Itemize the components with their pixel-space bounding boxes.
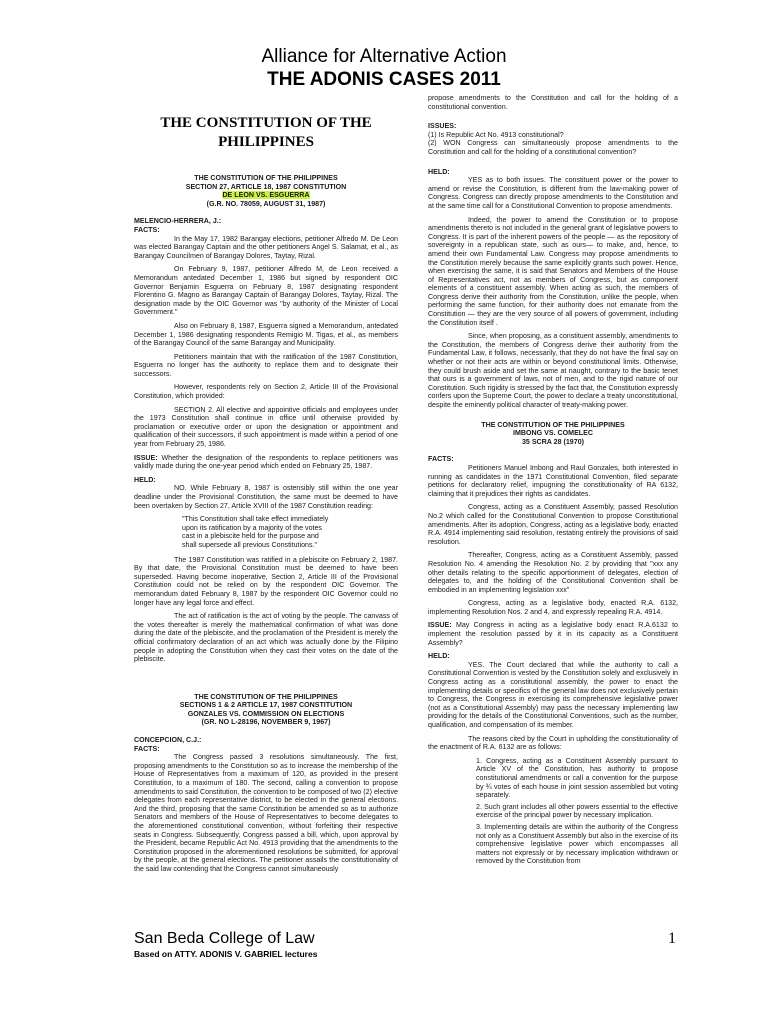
reason-item: 3. Implementing details are within the authority of the Congress not only as a Constituent Assembly but also in the exercise of its comprehensive legislative power which encompasses all matters not expressly or by necessary implication withdrawn or removed by the Constitution from — [476, 822, 678, 866]
section-title: THE CONSTITUTION OF THE PHILIPPINES — [160, 115, 372, 150]
right-column — [428, 94, 678, 869]
continued-paragraph: propose amendments to the Constitution and call for the holding of a constitutional convention. — [428, 94, 678, 111]
issue-item: (2) WON Congress can simultaneously propose amendments to the Constitution and call for the holding of a constitutional convention? — [428, 139, 678, 156]
held-paragraph: The reasons cited by the Court in upholding the constitutionality of the enactment of R.A. 6132 are as follows: — [428, 734, 678, 752]
facts-paragraph: Congress, acting as a legislative body, enacted R.A. 6132, implementing Resolution Nos. 2 and 4, and expressly repealing R.A. 4914. — [428, 599, 678, 616]
reason-item: 2. Such grant includes all other powers essential to the effective exercise of the principal power by necessary implication. — [476, 802, 678, 820]
issue-paragraph — [134, 454, 398, 471]
held-paragraph: The act of ratification is the act of voting by the people. The canvass of the votes thereafter is merely the mathematical confirmation of what was done during the date of the plebiscite, and the proclamation of the President is merely the official confirmatory declaration of an act which was actually done by the Filipino people in adopting the Constitution when they cast their votes on the date of the plebiscite. — [134, 612, 398, 664]
facts-paragraph: Petitioners maintain that with the ratification of the 1987 Constitution, Esguerra no longer has the authority to replace them and to designate their successors. — [134, 352, 398, 378]
facts-paragraph: In the May 17, 1982 Barangay elections, petitioner Alfredo M. De Leon was elected Barangay Captain and the other petitioners Angel S. Salamat, et al., as Barangay Councilmen of Barangay Dolores, Taytay, Rizal. — [134, 234, 398, 260]
held-paragraph: Since, when proposing, as a constituent assembly, amendments to the Constitution, the members of Congress derive their authority from the Fundamental Law, it follows, necessarily, that they do not have the final say on whether or not their acts are within or beyond constitutional limits. Otherwise, they could brush aside and set the same at naught, contrary to the basic tenet that ours is a government of laws, not of men, and to the rigid nature of our Constitution. Such rigidity is stressed by the fact that, the Constitution expressly confers upon the Supreme Court, the power to declare a treaty unconstitutional, despite the eminently political character of treaty-making power. — [428, 332, 679, 409]
case-heading-line: THE CONSTITUTION OF THE PHILIPPINES — [481, 420, 625, 429]
held-paragraph: NO. While February 8, 1987 is ostensibly still within the one year deadline under the Provisional Constitution, the same must be deemed to have been overtaken by Section 27, Article XVIII of the 1987 Constitution reading: — [134, 484, 398, 510]
reason-item: 1. Congress, acting as a Constituent Assembly pursuant to Article XV of the Constitution, has authority to propose constitutional amendments or call a convention for the purpose by ¾ votes of each house in joint session assembled but voting separately. — [476, 756, 678, 800]
issue-text: Whether the designation of the respondents to replace petitioners was validly made during the one-year period which ended on February 25, 1987. — [134, 453, 398, 471]
case-heading-line: IMBONG VS. COMELEC — [512, 429, 593, 438]
issue-item: (1) Is Republic Act No. 4913 constitutional? — [428, 130, 564, 139]
case-heading-line: THE CONSTITUTION OF THE PHILIPPINES — [194, 692, 338, 701]
held-paragraph: The 1987 Constitution was ratified in a plebiscite on February 2, 1987. By that date, the Provisional Constitution must be deemed to have been superseded. Having become inoperative, Section 2, Article III of the Provisional Constitution could not be relied on by the respondent OIC Governor. The memorandum dated February 8, 1987 by the respondent OIC Governor could no longer have any legal force and effect. — [134, 555, 398, 607]
constitution-quote: "This Constitution shall take effect immediately upon its ratification by a majority of the votes cast in a plebiscite held for the purpose and shall supersede all previous Constitutions." — [182, 515, 329, 549]
facts-paragraph: Petitioners Manuel Imbong and Raul Gonzales, both interested in running as candidates in the 1971 Constitutional Convention, filed separate petitions for declaratory relief, impugning the constitutionality of RA 6132, claiming that it prejudices their rights as candidates. — [428, 463, 678, 498]
case-heading-line: GONZALES VS. COMMISSION ON ELECTIONS — [187, 709, 345, 718]
held-paragraph: YES as to both issues. The constituent power or the power to amend or revise the Constitution, is different from the law-making power of Congress. Congress can directly propose amendments to the Constitution and at the same time call for a Constitutional Convention to propose amendments. — [428, 176, 678, 210]
page-number: 1 — [668, 930, 676, 947]
held-label: HELD: — [428, 652, 450, 661]
header-org: Alliance for Alternative Action — [261, 46, 507, 67]
facts-label: FACTS: — [428, 455, 454, 464]
case-heading-imbong — [428, 421, 678, 447]
case-heading-gonzales — [134, 693, 398, 727]
justice-name: CONCEPCION, C.J.: — [134, 736, 202, 745]
issue-text: May Congress in acting as a legislative body enact R.A.6132 to implement the resolution passed by it in its capacity as a Constituent Assembly? — [428, 621, 678, 647]
facts-paragraph: Congress, acting as a Constituent Assembly, passed Resolution No.2 which called for the Constitutional Convention to propose Constitutional amendments. After its adoption, Congress, acting as a legislative body, enacted R.A. 4914 implementing said resolution, restating entirely the provisions of said resolution. — [428, 503, 678, 546]
issue-paragraph — [428, 621, 678, 647]
footer-lecturer: Based on ATTY. ADONIS V. GABRIEL lectures — [134, 949, 318, 959]
held-label: HELD: — [428, 167, 450, 176]
case-heading-line: THE CONSTITUTION OF THE PHILIPPINES — [194, 174, 338, 182]
case-heading-line: SECTIONS 1 & 2 ARTICLE 17, 1987 CONSTITUTION — [179, 701, 353, 710]
justice-name: MELENCIO-HERRERA, J.: — [134, 217, 222, 226]
case-heading-line: (G.R. NO. 78059, AUGUST 31, 1987) — [206, 199, 326, 208]
held-paragraph: Indeed, the power to amend the Constitution or to propose amendments thereto is not included in the general grant of legislative powers to Congress. It is part of the inherent powers of the people — as the repository of sovereignty in a republican state, such as ours— to make, and, hence, to amend their own Fundamental Law. Congress may propose amendments to the Constitution merely because the same explicitly grants such power. Hence, when exercising the same, it is said that Senators and Members of the House of Representatives act, not as members of Congress, but as component elements of a constituent assembly. When acting as such, the members of Congress derive their authority from the Constitution, unlike the people, when performing the same function, for their authority does not emanate from the Constitution — they are the very source of all powers of government, including the Constitution itself . — [428, 215, 678, 327]
facts-paragraph: The Congress passed 3 resolutions simultaneously. The first, proposing amendments to the Constitution so as to increase the membership of the House of Representatives from a maximum of 120, as provided in the present Constitution, to a maximum of 180. The second, calling a convention to propose amendments to said Constitution, the convention to be composed of two (2) elective delegates from each representative district, to be elected in the general elections. And the third, proposing that the same Constitution be amended so as to authorize Senators and members of the House of Representatives to become delegates to the aforementioned constitutional convention, without forfeiting their respective seats in Congress. Subsequently, Congress passed a bill, which, upon approval by the President, became Republic Act No. 4913 providing that the amendments to the Constitution proposed in the aforementioned resolutions be submitted, for approval by the people, at the general elections. The petitioner assails the constitutionality of the said law contending that the Congress cannot simultaneously — [134, 753, 398, 873]
facts-label: FACTS: — [134, 744, 160, 753]
issue-label: ISSUE: — [428, 621, 452, 630]
facts-paragraph: Also on February 8, 1987, Esguerra signed a Memorandum, antedated December 1, 1986 designating respondents Remigio M. Tigas, et al., as members of the Barangay Council of the same Barangay and Municipality. — [134, 321, 398, 348]
case-heading-de-leon — [134, 174, 398, 208]
facts-paragraph: SECTION 2. All elective and appointive officials and employees under the 1973 Constitution shall continue in office until otherwise provided by proclamation or executive order or upon the designation or appointment and qualification of their successors, if such appointment is made within a period of one year from February 25, 1986. — [134, 405, 398, 449]
case-heading-line: (GR. NO L-28196, NOVEMBER 9, 1967) — [201, 718, 331, 727]
header-title: THE ADONIS CASES 2011 — [267, 69, 501, 90]
held-label: HELD: — [134, 475, 156, 484]
facts-label: FACTS: — [134, 225, 160, 234]
held-paragraph: YES. The Court declared that while the authority to call a Constitutional Convention is vested by the Constitution solely and exclusively in Congress acting as a constitutional assembly, the power to enact the implementing details or specifics of the general law does not exclusively pertain to Congress, the Congress in exercising its comprehensive legislative power (not as a Constitutional Assembly) may pass the necessary implementing law providing for the details of the Constitutional Conventions, such as the number, qualification, and compensation of its member. — [428, 660, 678, 729]
case-name-highlight: DE LEON VS. ESGUERRA — [222, 191, 310, 200]
left-column — [134, 114, 398, 879]
facts-paragraph: Thereafter, Congress, acting as a Constituent Assembly, passed Resolution No. 4 amending the Resolution No. 2 by providing that "xxx any other details relating to the specific apportionment of delegates, election of delegates to, and the holding of the Constitutional Convention shall be embodied in an implementing legislation xxx" — [428, 551, 678, 594]
case-heading-line: SECTION 27, ARTICLE 18, 1987 CONSTITUTION — [185, 182, 347, 191]
facts-paragraph: On February 9, 1987, petitioner Alfredo M, de Leon received a Memorandum antedated December 1, 1986 but signed by respondent OIC Governor Benjamin Esguerra on February 8, 1987 designating respondent Florentino G. Magno as Barangay Captain of Barangay Dolores, Taytay, Rizal. The designation made by the OIC Governor was "by authority of the Minister of Local Government." — [134, 265, 398, 317]
facts-paragraph: However, respondents rely on Section 2, Article III of the Provisional Constitution, which provided: — [134, 383, 398, 401]
footer-school: San Beda College of Law — [134, 930, 315, 947]
issues-label: ISSUES: — [428, 122, 457, 131]
issue-label: ISSUE: — [134, 453, 158, 462]
case-heading-line: 35 SCRA 28 (1970) — [521, 437, 585, 446]
